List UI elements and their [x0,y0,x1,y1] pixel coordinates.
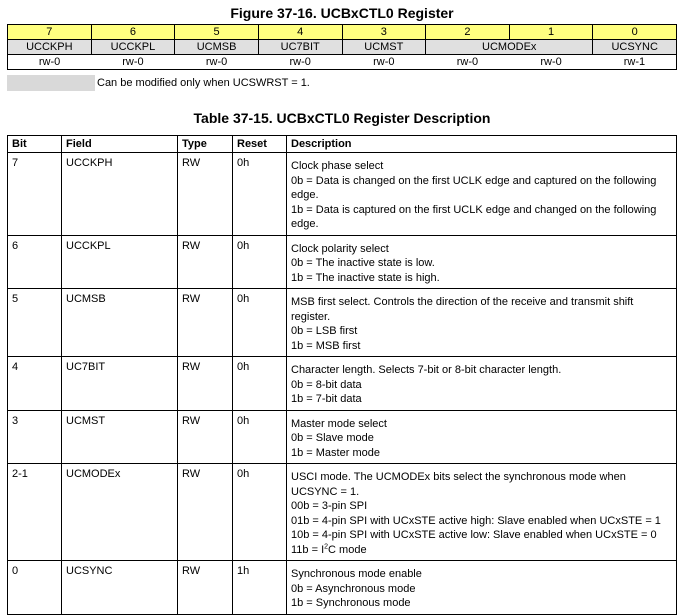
description-line [291,543,672,558]
bit-number: 5 [175,25,259,40]
description-line: Clock polarity select [291,242,389,255]
bit-number: 6 [91,25,175,40]
register-diagram [7,24,677,70]
description-line: 1b = 7-bit data [291,393,362,405]
type-cell: RW [178,410,233,464]
field-cell: UC7BIT [62,357,178,411]
description-line: 1b = Master mode [291,446,380,459]
table-header-row [8,136,677,153]
bit-cell: 0 [8,561,62,615]
description-line: 01b = 4-pin SPI with UCxSTE active high: Slave enabled when UCxSTE = 1 [291,514,661,527]
bit-cell: 7 [8,153,62,236]
legend-text: Can be modified only when UCSWRST = 1. [97,77,310,89]
access-type: rw-0 [342,55,426,70]
description-line: Master mode select [291,417,387,430]
column-header: Field [62,136,178,153]
field-cell: UCMSB [62,289,178,357]
column-header: Reset [233,136,287,153]
reset-cell: 0h [233,464,287,561]
field-cell: UCMODEx [62,464,178,561]
reset-cell: 0h [233,357,287,411]
bit-cell: 2-1 [8,464,62,561]
description-line: Synchronous mode enable [291,568,422,580]
reset-cell: 0h [233,410,287,464]
reset-cell: 0h [233,235,287,289]
description-line: 1b = Data is captured on the first UCLK edge and changed on the following edge. [291,203,657,230]
bit-number: 3 [342,25,426,40]
access-type: rw-0 [8,55,92,70]
column-header: Type [178,136,233,153]
field-name-row [8,40,677,55]
description-line: Character length. Selects 7-bit or 8-bit character length. [291,364,562,376]
table-title: Table 37-15. UCBxCTL0 Register Description [193,110,491,126]
reset-cell: 0h [233,153,287,236]
access-type: rw-0 [175,55,259,70]
type-cell: RW [178,464,233,561]
field-name: UCMSB [175,40,259,55]
column-header: Bit [8,136,62,153]
reset-cell: 0h [233,289,287,357]
field-name: UC7BIT [258,40,342,55]
bit-cell: 3 [8,410,62,464]
description-text: C mode [328,543,367,556]
description-line: MSB first select. Controls the direction of the receive and transmit shift register. [291,296,634,323]
column-header: Description [287,136,677,153]
access-type: rw-0 [258,55,342,70]
description-line: 0b = 8-bit data [291,378,362,391]
description-line: 00b = 3-pin SPI [291,500,368,512]
register-description-table [7,135,677,615]
field-name: UCCKPH [8,40,92,55]
bit-cell: 5 [8,289,62,357]
field-name: UCMODEx [426,40,593,55]
description-line: 0b = Asynchronous mode [291,582,416,595]
table-row [8,561,677,615]
bit-number-row [8,25,677,40]
type-cell: RW [178,153,233,236]
reset-cell: 1h [233,561,287,615]
table-row [8,357,677,411]
access-row [8,55,677,70]
table-row [8,289,677,357]
description-cell [287,464,677,561]
field-cell: UCSYNC [62,561,178,615]
access-type: rw-1 [593,55,677,70]
bit-number: 0 [593,25,677,40]
description-cell [287,153,677,236]
description-line: 1b = MSB first [291,339,361,352]
bit-cell: 4 [8,357,62,411]
description-line: 0b = Slave mode [291,432,374,444]
bit-number: 4 [258,25,342,40]
access-type: rw-0 [426,55,510,70]
bit-number: 2 [426,25,510,40]
legend-swatch [7,75,95,91]
table-row [8,153,677,236]
table-row [8,464,677,561]
description-line: 1b = Synchronous mode [291,597,411,609]
table-row [8,410,677,464]
description-line: 0b = LSB first [291,325,358,337]
description-line: 10b = 4-pin SPI with UCxSTE active low: Slave enabled when UCxSTE = 0 [291,529,657,541]
description-line: USCI mode. The UCMODEx bits select the synchronous mode when UCSYNC = 1. [291,471,626,498]
bit-cell: 6 [8,235,62,289]
access-type: rw-0 [509,55,593,70]
access-type: rw-0 [91,55,175,70]
field-name: UCCKPL [91,40,175,55]
description-line: 0b = The inactive state is low. [291,257,435,269]
description-cell [287,357,677,411]
table-row [8,235,677,289]
type-cell: RW [178,289,233,357]
superscript: 2 [324,542,329,550]
description-cell [287,561,677,615]
field-cell: UCCKPH [62,153,178,236]
type-cell: RW [178,561,233,615]
description-line: 0b = Data is changed on the first UCLK edge and captured on the following edge. [291,174,657,201]
field-name: UCMST [342,40,426,55]
bit-number: 1 [509,25,593,40]
field-cell: UCCKPL [62,235,178,289]
description-line: 1b = The inactive state is high. [291,271,440,284]
description-text: 11b = I [291,543,325,556]
description-cell [287,410,677,464]
type-cell: RW [178,235,233,289]
figure-title: Figure 37-16. UCBxCTL0 Register [230,5,454,21]
description-cell [287,289,677,357]
bit-number: 7 [8,25,92,40]
field-cell: UCMST [62,410,178,464]
field-name: UCSYNC [593,40,677,55]
description-cell [287,235,677,289]
type-cell: RW [178,357,233,411]
description-line: Clock phase select [291,160,384,172]
